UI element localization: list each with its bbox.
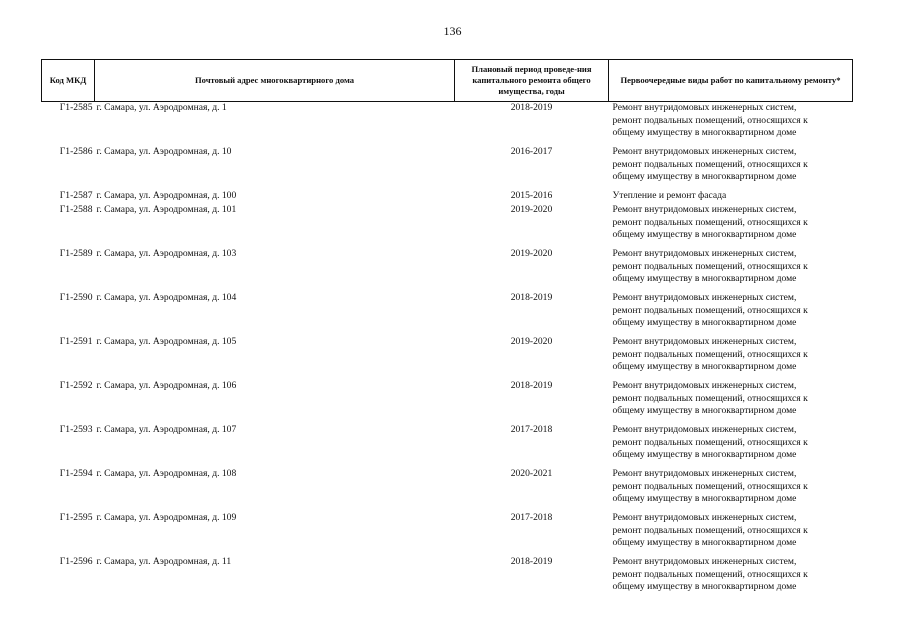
row-period: 2017-2018 [510, 424, 553, 435]
works-line: Ремонт внутридомовых инженерных систем, [612, 512, 797, 523]
works-line: ремонт подвальных помещений, относящихся к [612, 348, 808, 360]
row-works [609, 556, 853, 600]
table-row [42, 292, 853, 336]
row-period: 2020-2021 [510, 468, 553, 479]
row-works [609, 424, 853, 468]
table-body [42, 102, 853, 601]
table-header [42, 60, 853, 102]
row-code: Г1-2593 [59, 424, 93, 435]
row-address: г. Самара, ул. Аэродромная, д. 101 [96, 204, 237, 215]
row-code: Г1-2588 [59, 204, 93, 215]
row-works [609, 204, 853, 248]
works-line: ремонт подвальных помещений, относящихся к [612, 158, 808, 170]
capital-repair-table [41, 59, 853, 600]
row-code: Г1-2594 [59, 468, 93, 479]
row-address: г. Самара, ул. Аэродромная, д. 103 [96, 248, 237, 259]
header-works: Первоочередные виды работ по капитальному ремонту* [609, 60, 853, 102]
works-line: Ремонт внутридомовых инженерных систем, [612, 146, 797, 157]
row-works [609, 248, 853, 292]
works-line: ремонт подвальных помещений, относящихся к [612, 216, 808, 228]
row-period: 2015-2016 [510, 190, 553, 201]
row-code: Г1-2596 [59, 556, 93, 567]
table-row [42, 248, 853, 292]
row-address: г. Самара, ул. Аэродромная, д. 109 [96, 512, 237, 523]
table-row [42, 336, 853, 380]
works-line: общему имуществу в многоквартирном доме [612, 229, 797, 241]
row-code: Г1-2585 [59, 102, 93, 113]
works-line: Ремонт внутридомовых инженерных систем, [612, 248, 797, 259]
works-line: Ремонт внутридомовых инженерных систем, [612, 336, 797, 347]
row-works [609, 292, 853, 336]
table-row [42, 556, 853, 600]
header-address: Почтовый адрес многоквартирного дома [95, 60, 455, 102]
row-works [609, 468, 853, 512]
works-line: Ремонт внутридомовых инженерных систем, [612, 380, 797, 391]
page-number: 136 [443, 24, 462, 38]
works-line: ремонт подвальных помещений, относящихся к [612, 436, 808, 448]
table-row [42, 424, 853, 468]
row-works [609, 102, 853, 147]
works-line: Ремонт внутридомовых инженерных систем, [612, 556, 797, 567]
row-address: г. Самара, ул. Аэродромная, д. 11 [96, 556, 232, 567]
row-code: Г1-2590 [59, 292, 93, 303]
row-address: г. Самара, ул. Аэродромная, д. 106 [96, 380, 237, 391]
row-period: 2018-2019 [510, 292, 553, 303]
header-code: Код МКД [42, 60, 95, 102]
row-period: 2018-2019 [510, 380, 553, 391]
table-row [42, 380, 853, 424]
works-line: общему имуществу в многоквартирном доме [612, 317, 797, 329]
works-line: ремонт подвальных помещений, относящихся к [612, 260, 808, 272]
row-code: Г1-2586 [59, 146, 93, 157]
row-code: Г1-2591 [59, 336, 93, 347]
table-row [42, 190, 853, 204]
works-line: ремонт подвальных помещений, относящихся к [612, 114, 808, 126]
works-line: общему имуществу в многоквартирном доме [612, 581, 797, 593]
row-code: Г1-2589 [59, 248, 93, 259]
row-works [609, 146, 853, 190]
row-address: г. Самара, ул. Аэродромная, д. 100 [96, 190, 237, 201]
table-row [42, 102, 853, 147]
works-line: общему имуществу в многоквартирном доме [612, 493, 797, 505]
row-code: Г1-2595 [59, 512, 93, 523]
works-line: общему имуществу в многоквартирном доме [612, 449, 797, 461]
works-line: общему имуществу в многоквартирном доме [612, 127, 797, 139]
row-period: 2019-2020 [510, 248, 553, 259]
works-line: Ремонт внутридомовых инженерных систем, [612, 468, 797, 479]
row-period: 2019-2020 [510, 336, 553, 347]
works-line: ремонт подвальных помещений, относящихся к [612, 524, 808, 536]
row-period: 2016-2017 [510, 146, 553, 157]
row-address: г. Самара, ул. Аэродромная, д. 107 [96, 424, 237, 435]
works-line: ремонт подвальных помещений, относящихся к [612, 568, 808, 580]
row-code: Г1-2592 [59, 380, 93, 391]
header-row [42, 60, 853, 102]
works-line: общему имуществу в многоквартирном доме [612, 537, 797, 549]
header-period: Плановый период проведе-ния капитального ремонта общего имущества, годы [455, 60, 609, 102]
works-line: общему имуществу в многоквартирном доме [612, 361, 797, 373]
row-works [609, 336, 853, 380]
table-row [42, 204, 853, 248]
row-period: 2018-2019 [510, 556, 553, 567]
table-row [42, 146, 853, 190]
works-line: общему имуществу в многоквартирном доме [612, 171, 797, 183]
table-row [42, 512, 853, 556]
works-line: Ремонт внутридомовых инженерных систем, [612, 102, 797, 113]
works-line: общему имуществу в многоквартирном доме [612, 405, 797, 417]
row-works [609, 380, 853, 424]
row-address: г. Самара, ул. Аэродромная, д. 104 [96, 292, 237, 303]
works-line: ремонт подвальных помещений, относящихся к [612, 392, 808, 404]
works-line: ремонт подвальных помещений, относящихся к [612, 304, 808, 316]
row-address: г. Самара, ул. Аэродромная, д. 108 [96, 468, 237, 479]
row-period: 2018-2019 [510, 102, 553, 113]
works-line: ремонт подвальных помещений, относящихся к [612, 480, 808, 492]
row-address: г. Самара, ул. Аэродромная, д. 105 [96, 336, 237, 347]
works-line: общему имуществу в многоквартирном доме [612, 273, 797, 285]
row-works [609, 512, 853, 556]
row-period: 2017-2018 [510, 512, 553, 523]
row-code: Г1-2587 [59, 190, 93, 201]
row-address: г. Самара, ул. Аэродромная, д. 1 [96, 102, 227, 113]
row-period: 2019-2020 [510, 204, 553, 215]
works-line: Ремонт внутридомовых инженерных систем, [612, 204, 797, 215]
works-line: Утепление и ремонт фасада [612, 190, 727, 201]
row-works [609, 190, 853, 204]
row-address: г. Самара, ул. Аэродромная, д. 10 [96, 146, 232, 157]
works-line: Ремонт внутридомовых инженерных систем, [612, 424, 797, 435]
table-row [42, 468, 853, 512]
works-line: Ремонт внутридомовых инженерных систем, [612, 292, 797, 303]
